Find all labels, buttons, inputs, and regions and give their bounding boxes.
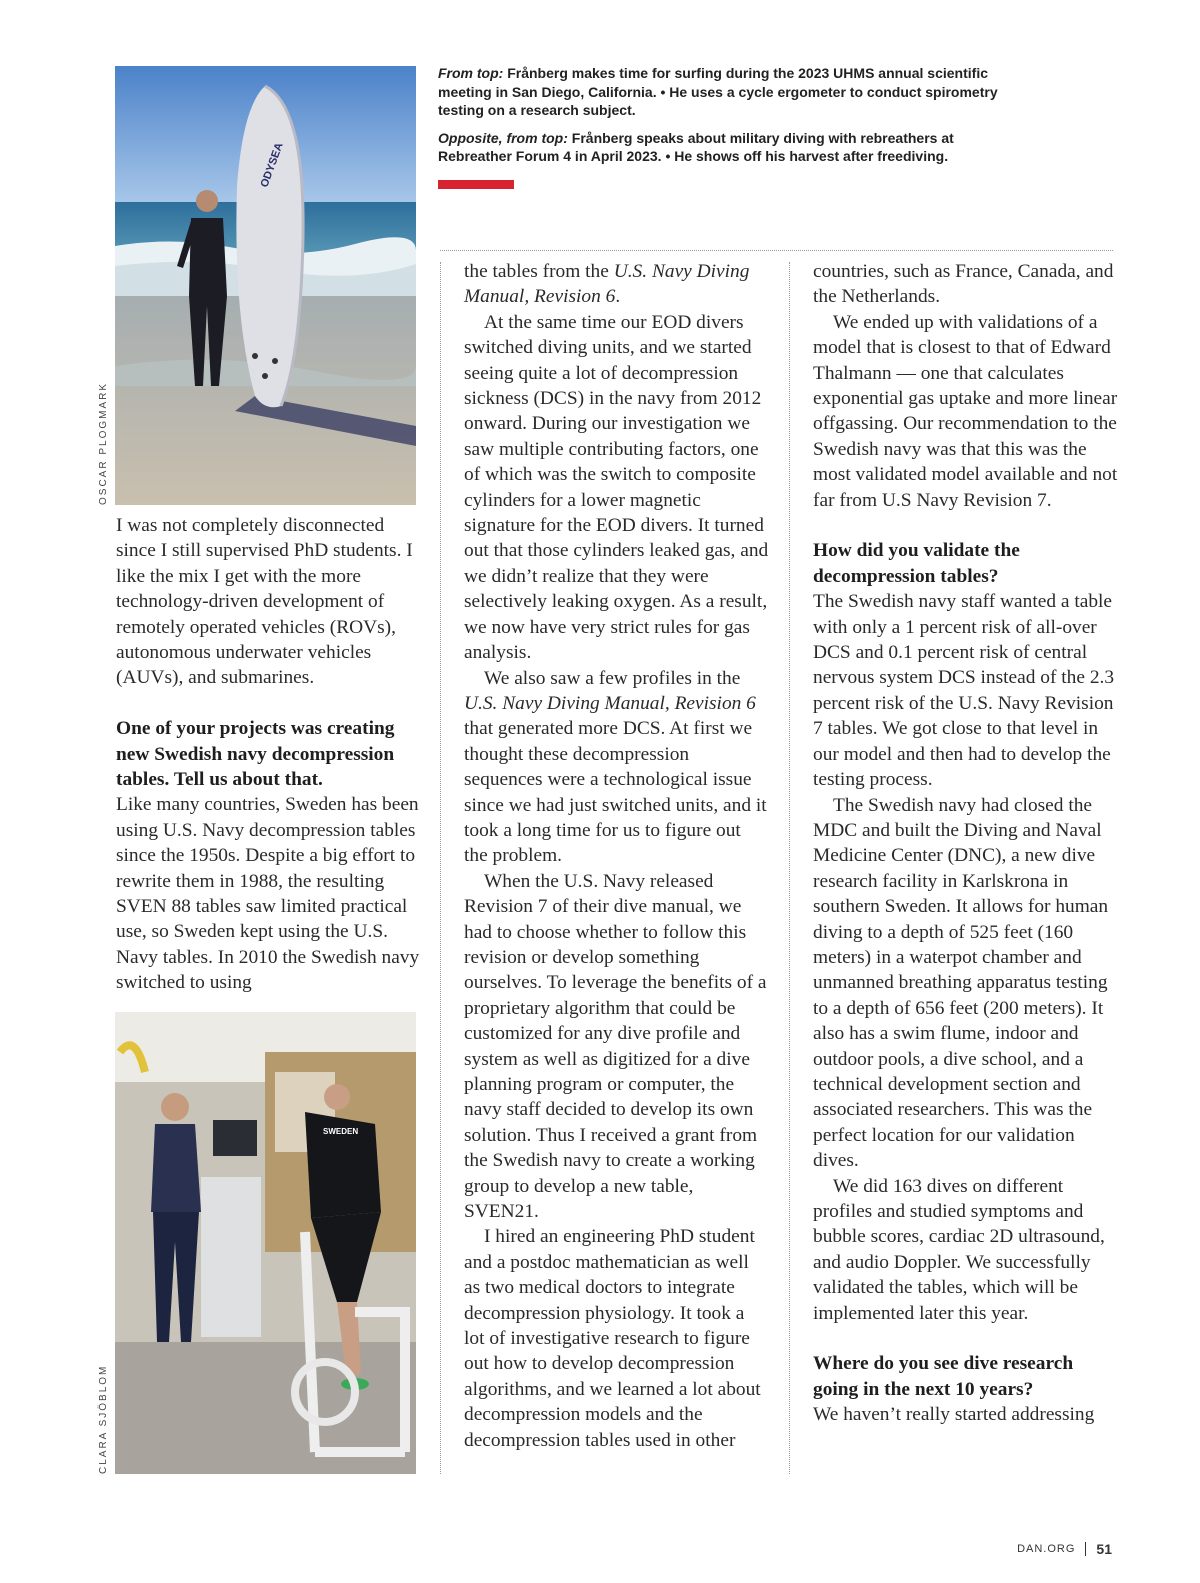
caption-lead: From top: (438, 65, 504, 81)
manual-title: U.S. Navy Diving Manual, Revision 6 (464, 261, 750, 308)
surfer-photo (115, 66, 416, 505)
footer-separator (1085, 1542, 1086, 1556)
paragraph: When the U.S. Navy released Revision 7 of their dive manual, we had to choose whether to follow this revision or develop something ourselves. To leverage the benefits of a proprietary algorithm that could be customized for any dive profile and system as well as digitized for a dive planning program or computer, the navy staff decided to develop its own solution. Thus I received a grant from the Swedish navy to create a working group to develop a new table, SVEN21. (464, 870, 767, 1223)
text-run: . (615, 286, 621, 308)
paragraph: Like many countries, Sweden has been using U.S. Navy decompression tables since the 1950s. Despite a big effort to rewrite them in 1988, the resulting SVEN 88 tables saw limited practical use, so Sweden kept using the U.S. Navy tables. In 2010 the Swedish navy switched to using (116, 794, 420, 994)
paragraph (464, 259, 769, 310)
page-number: 51 (1096, 1541, 1112, 1557)
interview-question: Where do you see dive research going in the next 10 years? (813, 1353, 1074, 1400)
paragraph: We did 163 dives on different profiles and studied symptoms and bubble scores, cardiac 2D ultrasound, and audio Doppler. We successfully validated the tables, which will be implemented later this year. (813, 1175, 1105, 1324)
interview-question: How did you validate the decompression tables? (813, 540, 1020, 587)
paragraph: I was not completely disconnected since I still supervised PhD students. I like the mix I get with the more technology-driven development of remotely operated vehicles (ROVs), autonomous underwater vehicles (AUVs), and submarines. (116, 515, 413, 689)
paragraph: countries, such as France, Canada, and the Netherlands. (813, 261, 1114, 308)
photo-credit-bottom: CLARA SJÖBLOM (98, 1364, 109, 1474)
text-run: the tables from the (464, 261, 614, 282)
photo-captions (438, 64, 1018, 175)
interview-question: One of your projects was creating new Swedish navy decompression tables. Tell us about that. (116, 718, 395, 791)
bike-shirt-label: SWEDEN (323, 1127, 359, 1136)
paragraph (464, 666, 769, 869)
text-run: We also saw a few profiles in the (484, 667, 741, 689)
photo-credit-top: OSCAR PLOGMARK (98, 381, 109, 505)
caption-text: Frånberg speaks about military diving with rebreathers at Rebreather Forum 4 in April 2023. • He shows off his harvest after freediving. (438, 129, 954, 164)
dotted-rule (440, 250, 1113, 251)
article-column-1 (116, 513, 421, 996)
manual-title: U.S. Navy Diving Manual, Revision 6 (464, 692, 756, 714)
article-column-2 (464, 259, 769, 1453)
column-divider (789, 262, 790, 1474)
paragraph: I hired an engineering PhD student and a postdoc mathematician as well as two medical doctors to integrate decompression physiology. It took a lot of investigative research to figure out how to develop decompression algorithms, and we learned a lot about decompression models and the decompression tables used in other (464, 1226, 761, 1451)
paragraph: The Swedish navy staff wanted a table with only a 1 percent risk of all-over DCS and 0.1 percent risk of central nervous system DCS instead of the 2.3 percent risk of the U.S. Navy Revision 7 tables. We got close to that level in our model and then had to develop the testing process. (813, 591, 1115, 791)
text-run: that generated more DCS. At first we thought these decompression sequences were a technological issue since we had just switched units, and it took a long time for us to figure out the problem. (464, 718, 767, 867)
caption-opposite (438, 129, 1018, 166)
paragraph: The Swedish navy had closed the MDC and built the Diving and Naval Medicine Center (DNC), a new dive research facility in Karlskrona in southern Sweden. It allows for human diving to a depth of 525 feet (160 meters) in a waterpot chamber and unmanned breathing apparatus testing to a depth of 656 feet (200 meters). It also has a swim flume, indoor and outdoor pools, a dive school, and a technical development section and associated researchers. This was the perfect location for our validation dives. (813, 794, 1109, 1172)
paragraph: We ended up with validations of a model that is closest to that of Edward Thalmann — one that calculates exponential gas uptake and more linear offgassing. Our recommendation to the Swedish navy was that this was the most validated model available and not far from U.S Navy Revision 7. (813, 311, 1118, 511)
ergometer-photo (115, 1012, 416, 1474)
paragraph: We haven’t really started addressing (813, 1404, 1095, 1426)
caption-lead: Opposite, from top: (438, 129, 568, 146)
footer-site: DAN.ORG (1017, 1543, 1076, 1555)
paragraph: At the same time our EOD divers switched diving units, and we started seeing quite a lot of decompression sickness (DCS) in the navy from 2012 onward. During our investigation we saw multiple contributing factors, one of which was the switch to composite cylinders for a lower magnetic signature for the EOD divers. It turned out that those cylinders leaked gas, and we didn’t realize that they were selectively leaking oxygen. As a result, we now have very strict rules for gas analysis. (464, 311, 769, 664)
surfboard-label: ODYSEA (258, 141, 286, 190)
article-column-3 (813, 259, 1118, 1428)
caption-from-top (438, 64, 1018, 120)
column-divider (440, 262, 441, 1474)
caption-text: Frånberg makes time for surfing during the 2023 UHMS annual scientific meeting in San Diego, California. • He uses a cycle ergometer to conduct spirometry testing on a research subject. (438, 65, 998, 118)
accent-bar (438, 180, 514, 189)
page-footer (1017, 1541, 1112, 1557)
